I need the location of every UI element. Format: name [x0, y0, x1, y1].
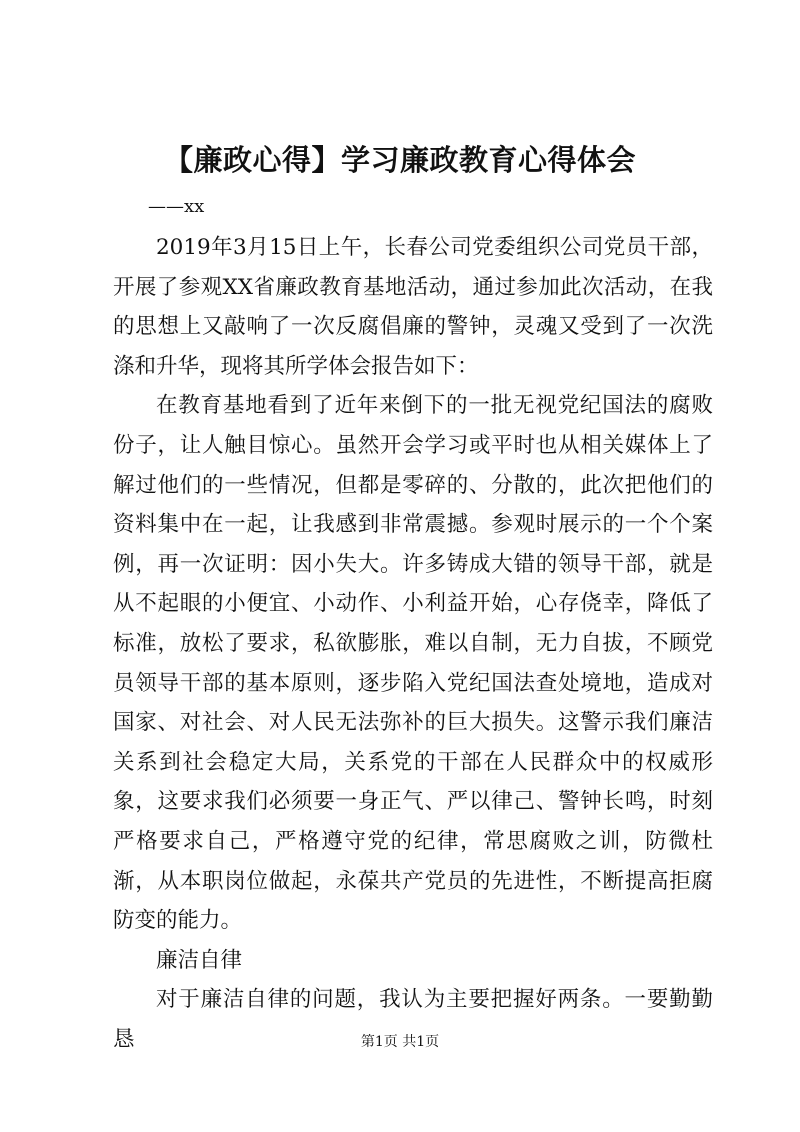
document-body [113, 228, 713, 1059]
section-heading: 廉洁自律 [156, 947, 243, 973]
body-paragraph-2: 在教育基地看到了近年来倒下的一批无视党纪国法的腐败份子，让人触目惊心。虽然开会学习或平时也从相关媒体上了解过他们的一些情况，但都是零碎的、分散的，此次把他们的资料集中在一起，让我感到非常震撼。参观时展示的一个个案例，再一次证明：因小失大。许多铸成大错的领导干部，就是从不起眼的小便宜、小动作、小利益开始，心存侥幸，降低了标准，放松了要求，私欲膨胀，难以自制，无力自拔，不顾党员领导干部的基本原则，逐步陷入党纪国法查处境地，造成对国家、对社会、对人民无法弥补的巨大损失。这警示我们廉洁关系到社会稳定大局，关系党的干部在人民群众中的权威形象，这要求我们必须要一身正气、严以律己、警钟长鸣，时刻严格要求自己，严格遵守党的纪律，常思腐败之训，防微杜渐，从本职岗位做起，永葆共产党员的先进性，不断提高拒腐防变的能力。 [113, 393, 713, 934]
body-paragraph-3: 对于廉洁自律的问题，我认为主要把握好两条。一要勤勤恳 [113, 987, 713, 1052]
author-line: ——xx [148, 196, 205, 217]
document-title: 【廉政心得】学习廉政教育心得体会 [163, 143, 636, 177]
page-footer: 第1页 共1页 [360, 1034, 440, 1050]
body-paragraph-1: 2019年3月15日上午，长春公司党委组织公司党员干部，开展了参观XX省廉政教育基地活动，通过参加此次活动，在我的思想上又敲响了一次反腐倡廉的警钟，灵魂又受到了一次洗涤和升华，现将其所学体会报告如下： [113, 235, 713, 379]
